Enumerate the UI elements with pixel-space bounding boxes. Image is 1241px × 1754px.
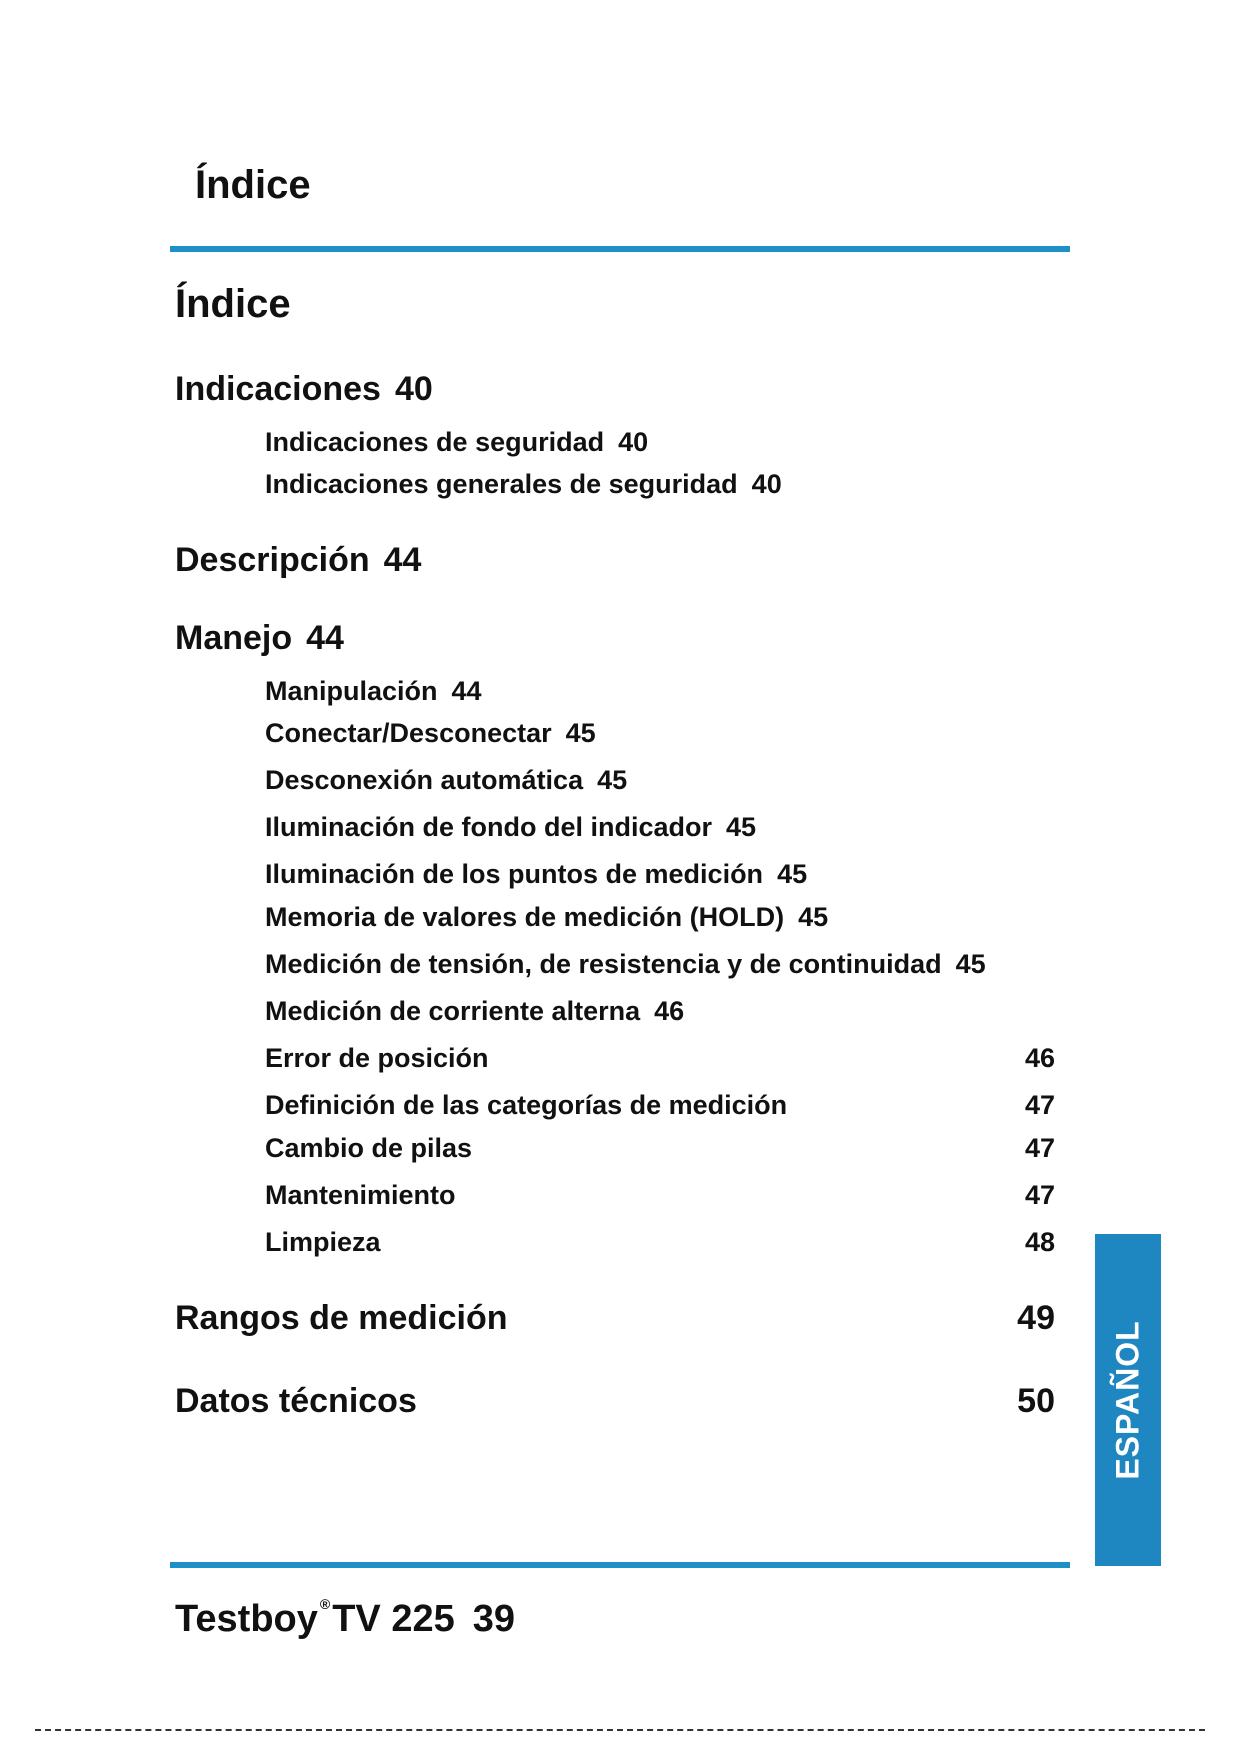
- toc-label: Limpieza: [265, 1227, 381, 1257]
- toc-label: Error de posición: [265, 1043, 489, 1073]
- toc-label: Indicaciones generales de seguridad: [265, 469, 738, 499]
- footer-brand: Testboy: [175, 1598, 318, 1640]
- toc-label: Medición de tensión, de resistencia y de continuidad: [265, 949, 942, 979]
- toc-page: 46: [654, 996, 685, 1026]
- header-title: Índice: [195, 163, 311, 207]
- toc-page: 45: [597, 765, 628, 795]
- toc-page: 45: [726, 812, 757, 842]
- toc-entry[interactable]: [265, 1180, 1055, 1211]
- toc-entry[interactable]: [265, 1227, 1055, 1258]
- toc-label: Datos técnicos: [175, 1382, 417, 1420]
- toc-label: Descripción: [175, 541, 370, 579]
- toc-entry[interactable]: [175, 541, 421, 580]
- toc-page: 45: [565, 718, 596, 748]
- toc-entry[interactable]: [265, 765, 627, 796]
- toc-entry[interactable]: [265, 1090, 1055, 1121]
- toc-entry[interactable]: [265, 676, 482, 707]
- registered-mark: ®: [319, 1596, 331, 1612]
- toc-page: 48: [1024, 1227, 1055, 1257]
- toc-entry[interactable]: [175, 1299, 1055, 1338]
- language-tab: [1095, 1234, 1161, 1566]
- toc-entry[interactable]: [265, 812, 756, 843]
- toc-page: 40: [618, 427, 649, 457]
- page-heading: Índice: [175, 282, 291, 326]
- toc-entry[interactable]: [265, 469, 782, 500]
- toc-label: Indicaciones de seguridad: [265, 427, 605, 457]
- toc-entry[interactable]: [265, 1043, 1055, 1074]
- toc-page: 40: [751, 469, 782, 499]
- toc-label: Manejo: [175, 619, 293, 657]
- toc-label: Indicaciones: [175, 370, 381, 408]
- language-tab-label: ESPAÑOL: [1109, 1320, 1146, 1480]
- top-divider: [170, 246, 1070, 252]
- footer-page-number: 39: [472, 1598, 516, 1640]
- toc-page: 45: [798, 902, 829, 932]
- toc-label: Desconexión automática: [265, 765, 584, 795]
- toc-page: 44: [383, 541, 422, 579]
- toc-page: 44: [451, 676, 482, 706]
- toc-label: Definición de las categorías de medición: [265, 1090, 788, 1120]
- toc-label: Manipulación: [265, 676, 438, 706]
- toc-entry[interactable]: [265, 996, 684, 1027]
- toc-page: 45: [955, 949, 986, 979]
- toc-label: Medición de corriente alterna: [265, 996, 641, 1026]
- toc-page: 47: [1024, 1180, 1055, 1210]
- toc-label: Iluminación de los puntos de medición: [265, 859, 764, 889]
- toc-entry[interactable]: [175, 1382, 1055, 1421]
- bottom-divider: [170, 1562, 1070, 1568]
- footer: [175, 1596, 515, 1641]
- toc-page: 50: [1017, 1382, 1055, 1420]
- toc-entry[interactable]: [265, 949, 986, 980]
- toc-entry[interactable]: [265, 902, 828, 933]
- footer-model: TV 225: [332, 1598, 455, 1640]
- toc-entry[interactable]: [265, 859, 807, 890]
- toc-page: 47: [1024, 1133, 1055, 1163]
- scan-edge-line: [35, 1729, 1205, 1731]
- toc-entry[interactable]: [175, 619, 344, 658]
- toc-entry[interactable]: [175, 370, 433, 409]
- toc-entry[interactable]: [265, 718, 596, 749]
- toc-label: Cambio de pilas: [265, 1133, 473, 1163]
- toc-page: 49: [1017, 1299, 1055, 1337]
- toc-page: 45: [777, 859, 808, 889]
- toc-label: Rangos de medición: [175, 1299, 508, 1337]
- toc-entry[interactable]: [265, 427, 648, 458]
- toc-label: Mantenimiento: [265, 1180, 456, 1210]
- toc-page: 44: [306, 619, 344, 657]
- toc-page: 47: [1024, 1090, 1055, 1120]
- toc-label: Conectar/Desconectar: [265, 718, 552, 748]
- toc-page: 40: [394, 370, 433, 408]
- toc-label: Memoria de valores de medición (HOLD): [265, 902, 785, 932]
- toc-page: 46: [1024, 1043, 1055, 1073]
- toc-label: Iluminación de fondo del indicador: [265, 812, 713, 842]
- toc-entry[interactable]: [265, 1133, 1055, 1164]
